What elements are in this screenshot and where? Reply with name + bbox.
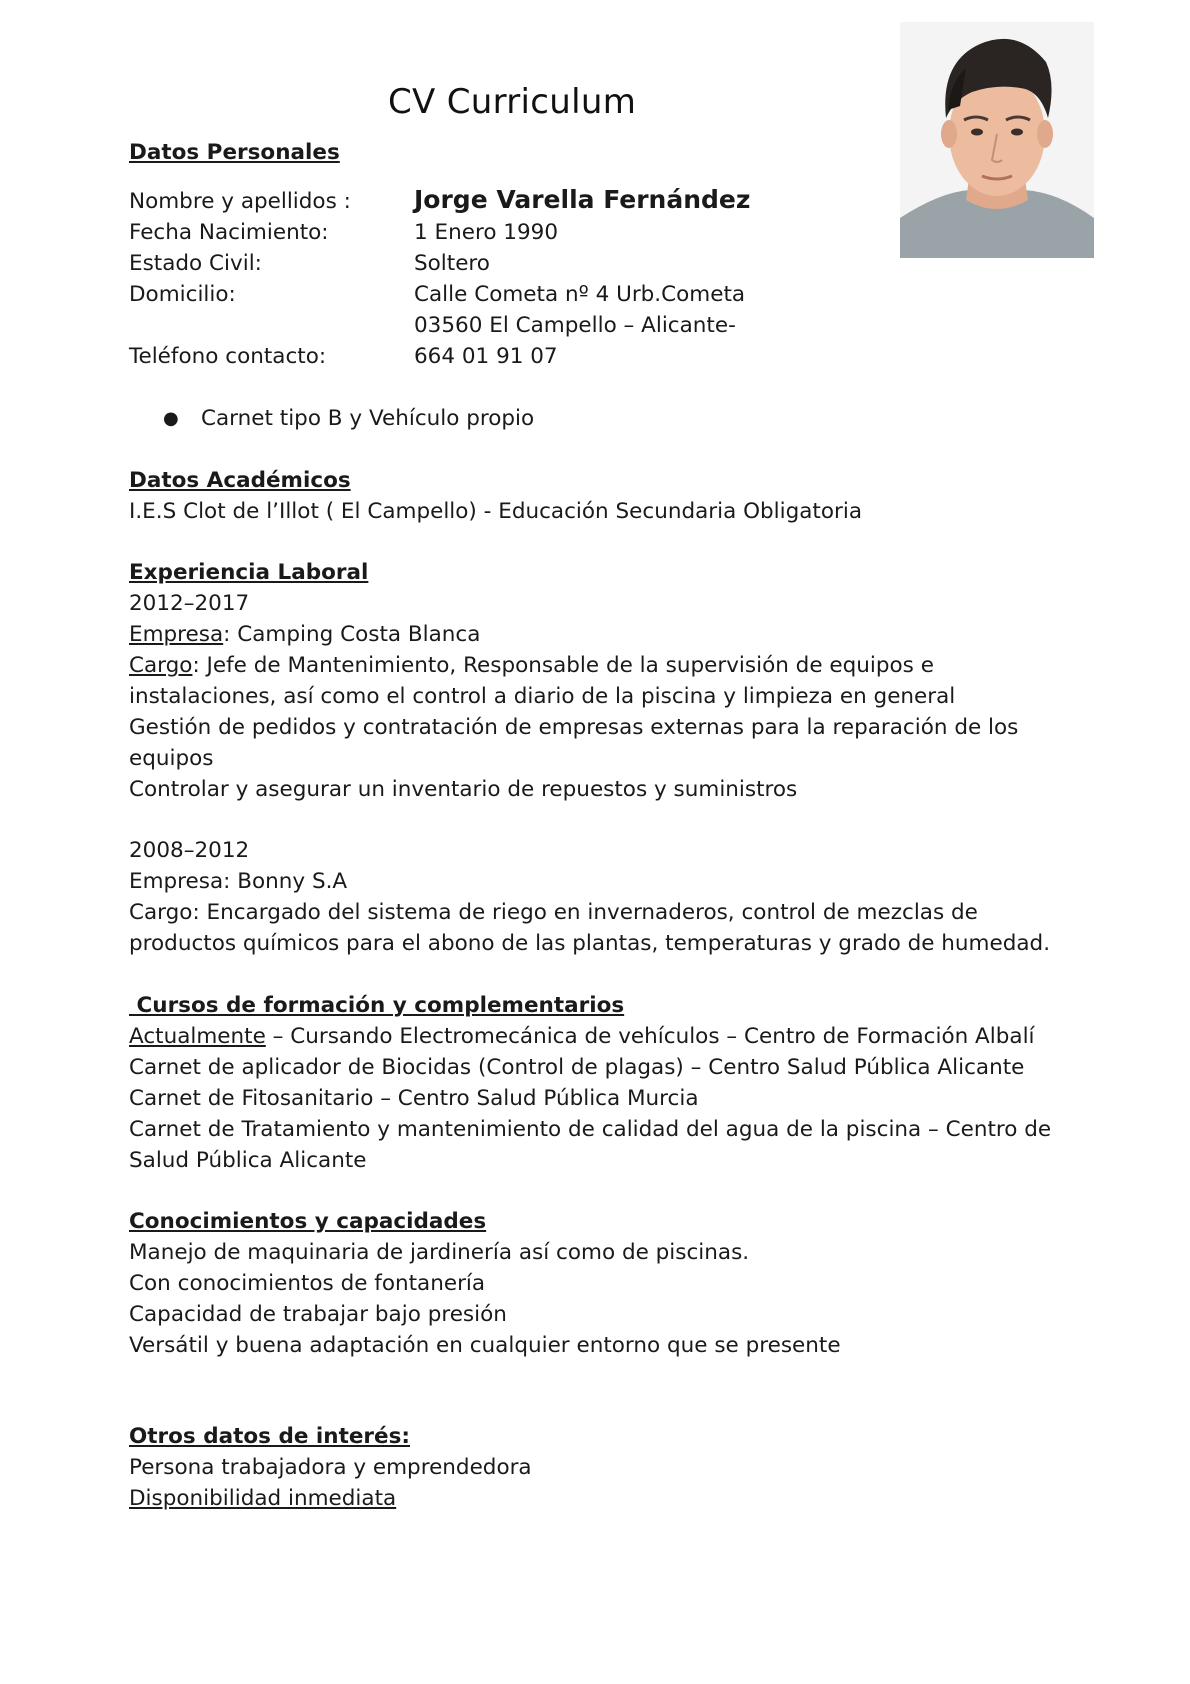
other-line: Persona trabajadora y emprendedora (129, 1455, 532, 1480)
job1-company (129, 619, 480, 650)
phone-label: Teléfono contacto: (129, 344, 327, 369)
civil-label: Estado Civil: (129, 251, 262, 276)
course-line: Carnet de aplicador de Biocidas (Control de plagas) – Centro Salud Pública Alicante (129, 1055, 1025, 1080)
name-value: Jorge Varella Fernández (414, 185, 751, 214)
section-heading-other: Otros datos de interés: (129, 1424, 411, 1449)
bullet-dot: ● (163, 408, 179, 429)
course-line: Carnet de Fitosanitario – Centro Salud Pública Murcia (129, 1086, 699, 1111)
section-heading-personal: Datos Personales (129, 140, 340, 165)
course-line: Carnet de Tratamiento y mantenimiento de calidad del agua de la piscina – Centro de (129, 1117, 1052, 1142)
license-item: Carnet tipo B y Vehículo propio (201, 406, 535, 431)
section-heading-skills: Conocimientos y capacidades (129, 1209, 487, 1234)
job1-line: Gestión de pedidos y contratación de empresas externas para la reparación de los (129, 715, 1019, 740)
job1-company-value: : Camping Costa Blanca (223, 622, 481, 647)
job2-years: 2008–2012 (129, 838, 250, 863)
birth-value: 1 Enero 1990 (414, 220, 559, 245)
job1-line: instalaciones, así como el control a diario de la piscina y limpieza en general (129, 684, 956, 709)
name-label: Nombre y apellidos : (129, 189, 351, 214)
job1-line: Controlar y asegurar un inventario de repuestos y suministros (129, 777, 798, 802)
course-current-text: – Cursando Electromecánica de vehículos – Centro de Formación Albalí (265, 1024, 1035, 1049)
phone-value: 664 01 91 07 (414, 344, 558, 369)
birth-label: Fecha Nacimiento: (129, 220, 329, 245)
address-label: Domicilio: (129, 282, 236, 307)
page-title: CV Curriculum (388, 82, 637, 122)
course-current (129, 1021, 1035, 1052)
section-heading-experience: Experiencia Laboral (129, 560, 369, 585)
job2-line: Cargo: Encargado del sistema de riego en invernaderos, control de mezclas de (129, 900, 978, 925)
section-heading-academic: Datos Académicos (129, 468, 351, 493)
job1-role-label: Cargo (129, 653, 193, 678)
job1-role (129, 650, 934, 681)
address-line2: 03560 El Campello – Alicante- (414, 313, 736, 338)
job1-years: 2012–2017 (129, 591, 250, 616)
course-current-label: Actualmente (129, 1024, 266, 1049)
job2-company: Empresa: Bonny S.A (129, 869, 348, 894)
profile-photo (900, 22, 1094, 258)
address-line1: Calle Cometa nº 4 Urb.Cometa (414, 282, 746, 307)
civil-value: Soltero (414, 251, 490, 276)
skill-line: Capacidad de trabajar bajo presión (129, 1302, 507, 1327)
job1-company-label: Empresa (129, 622, 224, 647)
skill-line: Con conocimientos de fontanería (129, 1271, 486, 1296)
section-heading-courses: Cursos de formación y complementarios (129, 993, 625, 1018)
skill-line: Versátil y buena adaptación en cualquier entorno que se presente (129, 1333, 841, 1358)
availability-text: Disponibilidad inmediata (129, 1486, 397, 1511)
job1-line: equipos (129, 746, 214, 771)
course-line: Salud Pública Alicante (129, 1148, 367, 1173)
academic-line: I.E.S Clot de l’Illot ( El Campello) - Educación Secundaria Obligatoria (129, 499, 863, 524)
skill-line: Manejo de maquinaria de jardinería así como de piscinas. (129, 1240, 750, 1265)
job2-line: productos químicos para el abono de las plantas, temperaturas y grado de humedad. (129, 931, 1051, 956)
job1-role-value: : Jefe de Mantenimiento, Responsable de la supervisión de equipos e (192, 653, 934, 678)
